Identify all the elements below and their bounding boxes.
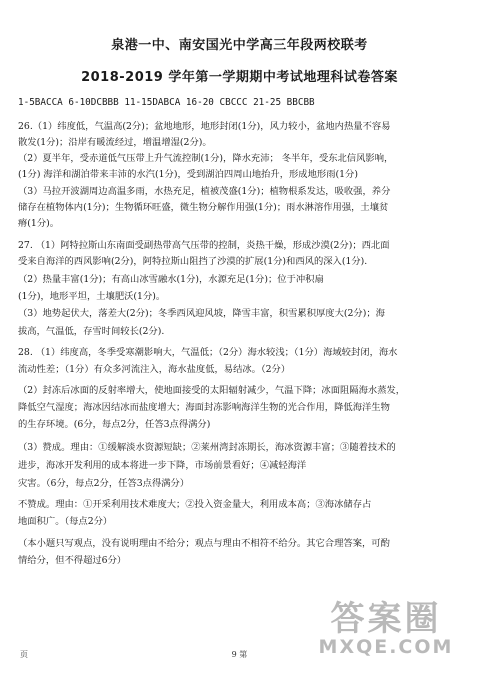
- q28-part3-against-line1: 不赞成。理由：①开采利用技术难度大；②投入资金量大，利用成本高；③海冰储存占: [18, 499, 372, 510]
- q28-part1-line1: 28. （1）纬度高，冬季受寒潮影响大，气温低；（2分）海水较浅；（1分）海域较封闭，海水: [18, 347, 398, 358]
- q27-part3-line1: （3）地势起伏大，落差大(2分)；冬季西风迎风坡，降雪丰富，积雪累积厚度大(2分)；海: [18, 308, 385, 319]
- multiple-choice-answer-key: 1-5BACCA 6-10DCBBB 11-15DABCA 16-20 CBCCC 21-25 BBCBB: [18, 97, 315, 108]
- watermark-url: MXQE.COM: [318, 636, 454, 658]
- q26-part2-line2: (1分) 海洋和湖泊带来丰沛的水汽(1分)，受到湖泊四周山地抬升，形成地形雨(1分): [18, 169, 358, 180]
- q28-part3-line3: 灾害。（6分，每点2分，任答3点得满分）: [18, 478, 190, 489]
- q28-part3-line1: （3）赞成。理由：①缓解淡水资源短缺；②莱州湾封冻期长，海冰资源丰富；③随着技术的: [18, 442, 396, 453]
- q26-part3-line3: 瘠(1分)。: [18, 218, 60, 229]
- q28-part2-line2: 降低空气湿度；海冰因结冰而盐度增大；海面封冻影响海洋生物的光合作用，降低海洋生物: [18, 402, 390, 413]
- q26-part1-line1: 26.（1）纬度低，气温高(2分)；盆地地形，地形封闭(1分)，风力较小，盆地内热量不容易: [18, 121, 391, 132]
- q27-part1-line1: 27. （1）阿特拉斯山东南面受副热带高气压带的控制，炎热干燥，形成沙漠(2分)；西北面: [18, 240, 390, 251]
- q27-part1-line2: 受来自海洋的西风影响(2分)，阿特拉斯山阻挡了沙漠的扩展(1分)和西风的深入(1分).: [18, 256, 368, 267]
- watermark-logo: 答案圈: [330, 599, 442, 639]
- q26-part2-line1: （2）夏半年，受赤道低气压带上升气流控制(1分)，降水充沛； 冬半年，受东北信风影响，: [18, 153, 394, 164]
- q28-part2-line3: 的生存环境。(6分，每点2分，任答3点得满分): [18, 419, 211, 430]
- q27-part3-line2: 拔高，气温低，存雪时间较长(2分).: [18, 326, 165, 337]
- q28-part3-line2: 进步，海冰开发利用的成本将进一步下降，市场前景看好；④减轻海洋: [18, 460, 307, 471]
- q26-part1-line2: 散发(1分)；沿岸有暖流经过，增温增湿(2分)。: [18, 137, 212, 148]
- grading-note-line1: （本小题只写观点，没有说明理由不给分；观点与理由不相符不给分。其它合理答案，可酌: [18, 538, 390, 549]
- grading-note-line2: 情给分，但不得超过6分）: [18, 555, 127, 566]
- q28-part1-line2: 流动性差；（1分）有众多河流注入，海水盐度低，易结冰。（2分）: [18, 364, 291, 375]
- footer-page-number: 9 第: [231, 650, 248, 659]
- q26-part3-line1: （3）马拉开波湖周边高温多雨，水热充足，植被茂盛(1分)；植物根系发达，吸收强，养分: [18, 186, 391, 197]
- footer-page-label: 页: [20, 650, 28, 659]
- page-subtitle: 2018-2019 学年第一学期期中考试地理科试卷答案: [81, 70, 398, 85]
- page-title: 泉港一中、南安国光中学高三年段两校联考: [111, 38, 368, 53]
- q26-part3-line2: 储存在植物体内(1分)；生物循环旺盛，微生物分解作用强(1分)；雨水淋溶作用强，土壤贫: [18, 202, 389, 213]
- q27-part2-line1: （2）热量丰富(1分)；有高山冰雪融水(1分)，水源充足(1分)；位于冲积扇: [18, 274, 324, 285]
- q28-part2-line1: （2）封冻后冰面的反射率增大，使地面接受的太阳辐射减少，气温下降；冰面阻隔海水蒸发，: [18, 385, 406, 396]
- q27-part2-line2: (1分)，地形平坦，土壤肥沃(1分)。: [18, 291, 166, 302]
- q28-part3-against-line2: 地面积广。（每点2分）: [18, 516, 113, 527]
